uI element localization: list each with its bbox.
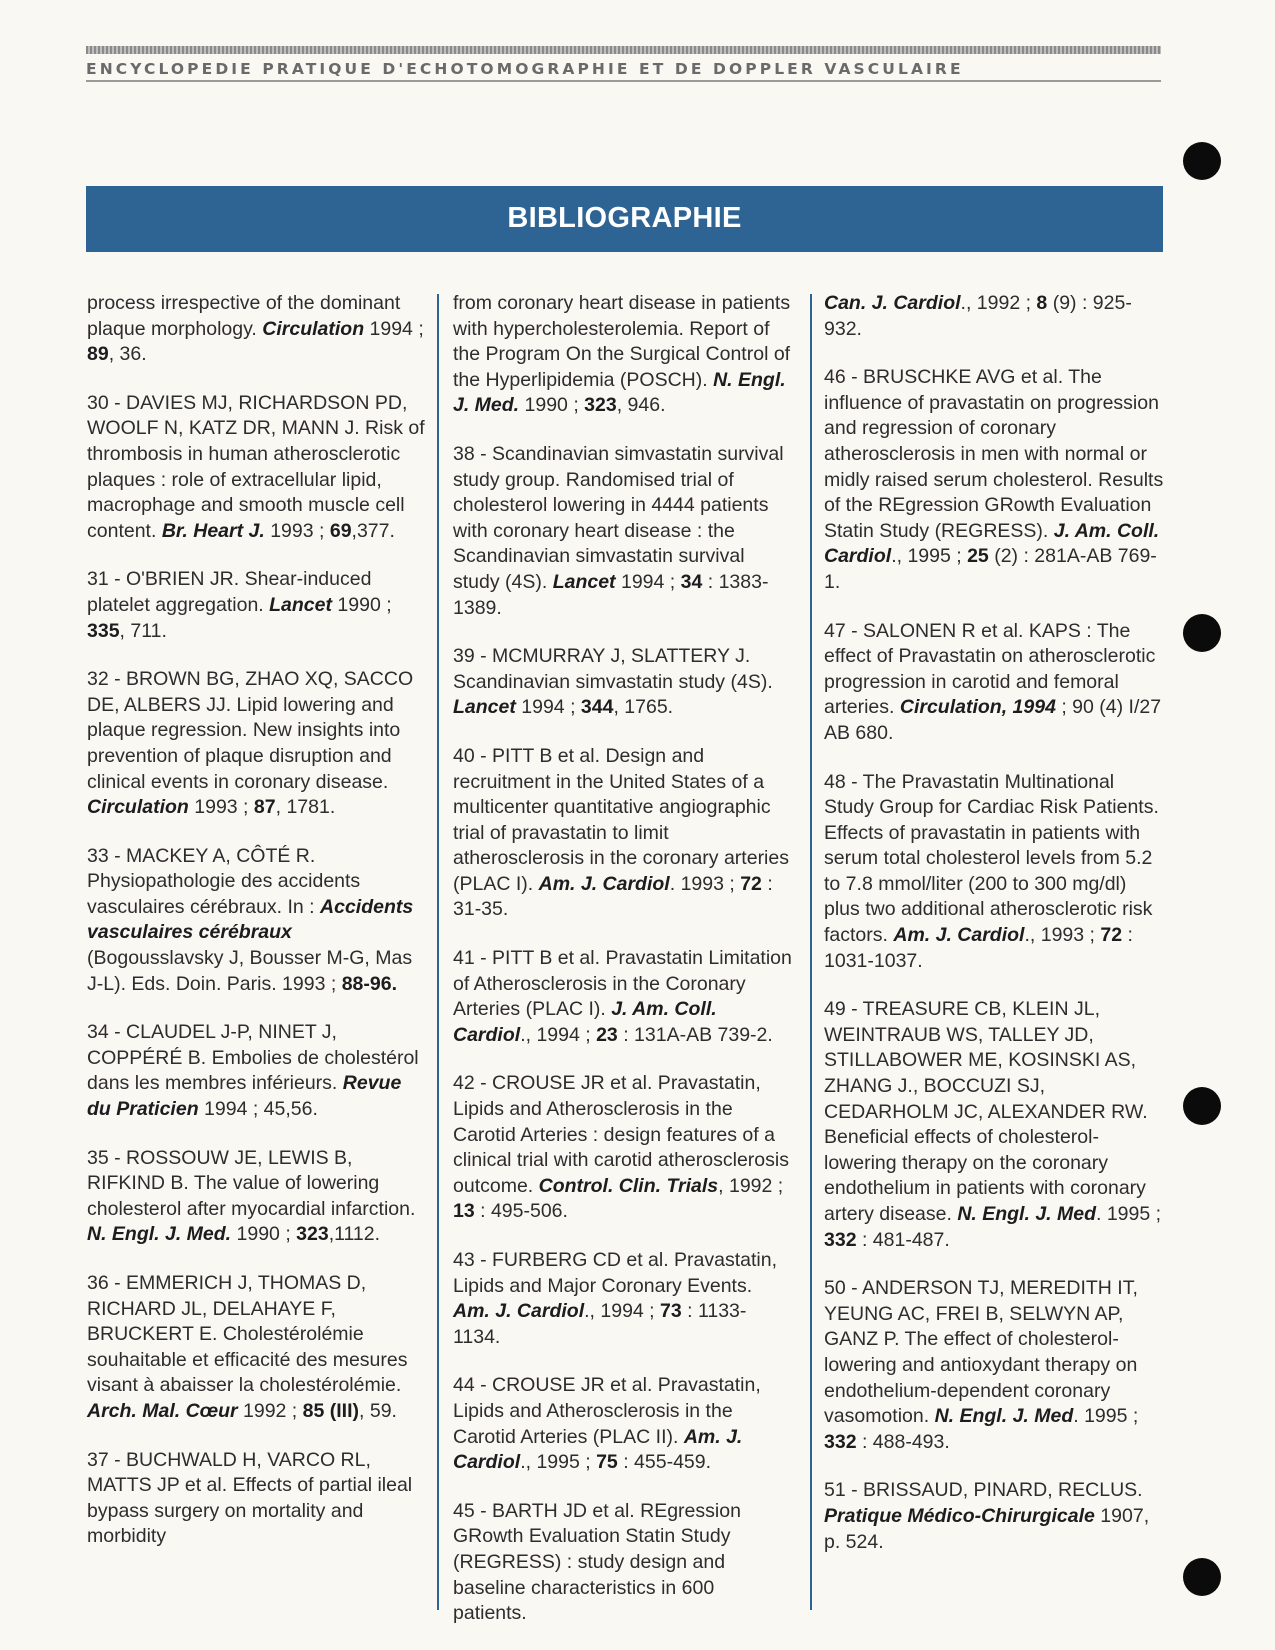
reference-text: from coronary heart disease in patients with hypercholesterolemia. Report of the Program On the Surgical Control of the Hyperlipidemia (POSCH). — [453, 292, 791, 391]
reference-details: ., 1993 ; — [1024, 924, 1101, 947]
reference-entry — [87, 391, 427, 545]
punch-hole-1 — [1183, 142, 1221, 180]
journal-name: Circulation — [262, 317, 365, 340]
reference-details: 1990 ; — [519, 394, 585, 417]
bibliography-column-2 — [453, 291, 793, 1650]
reference-details: 1994 ; — [364, 317, 424, 340]
reference-text: 44 - CROUSE JR et al. Pravastatin, Lipids and Atherosclerosis in the Carotid Arteries (PLAC II). — [453, 1374, 761, 1448]
reference-details: 1993 ; — [264, 519, 330, 542]
page-range: : 488-493. — [856, 1430, 950, 1453]
journal-name: Am. J. Cardiol — [453, 1300, 585, 1323]
reference-entry — [453, 946, 793, 1048]
column-divider-1 — [437, 294, 439, 1610]
reference-entry — [824, 1276, 1164, 1455]
reference-entry — [453, 644, 793, 721]
reference-text: 48 - The Pravastatin Multinational Study Group for Cardiac Risk Patients. Effects of pravastatin in patients with serum total cholesterol levels from 5.2 to 7.8 mmol/liter (200 to 300 mg/dl) plus two additional atherosclerotic risk factors. — [824, 770, 1159, 947]
reference-text: 41 - PITT B et al. Pravastatin Limitation of Atherosclerosis in the Coronary Arteries (PLAC I). — [453, 947, 792, 1021]
page-range: : 481-487. — [856, 1228, 950, 1251]
volume-number: 75 — [596, 1451, 618, 1474]
reference-entry — [824, 619, 1164, 747]
punch-hole-4 — [1183, 1558, 1221, 1596]
page-range: ,1112. — [328, 1223, 381, 1246]
reference-text: 32 - BROWN BG, ZHAO XQ, SACCO DE, ALBERS JJ. Lipid lowering and plaque regression. New insights into prevention of plaque disruption and clinical events in coronary disease. — [87, 668, 414, 793]
reference-details: 1994 ; 45,56. — [198, 1098, 318, 1121]
reference-entry — [824, 997, 1164, 1253]
running-title: ENCYCLOPEDIE PRATIQUE D'ECHOTOMOGRAPHIE ET DE DOPPLER VASCULAIRE — [86, 60, 964, 78]
journal-name: Can. J. Cardiol — [824, 292, 961, 314]
reference-entry — [87, 1271, 427, 1425]
journal-name: J. Am. Coll. Cardiol — [824, 519, 1160, 568]
journal-name: N. Engl. J. Med. — [453, 368, 786, 417]
journal-name: N. Engl. J. Med. — [87, 1223, 232, 1246]
journal-name: N. Engl. J. Med — [957, 1203, 1096, 1225]
reference-text: 42 - CROUSE JR et al. Pravastatin, Lipids and Atherosclerosis in the Carotid Arteries : design features of a clinical trial with carotid atherosclerosis outcome. — [453, 1072, 789, 1197]
reference-entry — [453, 744, 793, 923]
reference-entry — [824, 365, 1164, 595]
volume-number: 8 — [1036, 292, 1048, 314]
volume-number: 332 — [824, 1228, 857, 1251]
page-range: (2) : 281A-AB 769-1. — [824, 545, 1157, 593]
reference-text: 47 - SALONEN R et al. KAPS : The effect of Pravastatin on atherosclerotic progression in carotid and femoral arteries. — [824, 619, 1156, 719]
reference-details: ., 1995 ; — [891, 545, 968, 568]
volume-number: 72 — [740, 872, 762, 895]
reference-details: 1907, p. 524. — [824, 1504, 1150, 1553]
reference-text: 38 - Scandinavian simvastatin survival study group. Randomised trial of cholesterol lowering in 4444 patients with coronary heart disease : the Scandinavian simvastatin survival study (4S). — [453, 442, 784, 593]
volume-number: 335 — [87, 619, 120, 642]
volume-number: 72 — [1100, 924, 1123, 947]
page-range: : 131A-AB 739-2. — [617, 1023, 773, 1046]
journal-name: Control. Clin. Trials — [538, 1174, 719, 1197]
reference-details: , 1992 ; — [718, 1174, 784, 1197]
reference-details: ., 1992 ; — [960, 292, 1037, 314]
page-range: , 1781. — [275, 796, 336, 819]
page-range: : 1383-1389. — [453, 570, 769, 619]
reference-details: . 1993 ; — [669, 872, 741, 895]
reference-entry — [87, 291, 427, 368]
reference-text: 30 - DAVIES MJ, RICHARDSON PD, WOOLF N, KATZ DR, MANN J. Risk of thrombosis in human atherosclerotic plaques : role of extracellular lipid, macrophage and smooth muscle cell content. — [87, 391, 425, 542]
journal-name: Br. Heart J. — [161, 519, 265, 542]
journal-name: N. Engl. J. Med — [934, 1405, 1074, 1428]
volume-number: 87 — [253, 796, 276, 819]
volume-number: 85 (III) — [302, 1399, 360, 1422]
volume-number: 323 — [584, 394, 617, 417]
journal-name: Accidents vasculaires cérébraux — [87, 895, 414, 944]
header-underline — [86, 80, 1161, 82]
reference-text: 35 - ROSSOUW JE, LEWIS B, RIFKIND B. The value of lowering cholesterol after myocardial infarction. — [87, 1146, 416, 1220]
reference-details: ; 90 (4) I/27 AB 680. — [824, 696, 1162, 744]
volume-number: 13 — [453, 1200, 475, 1223]
volume-number: 25 — [967, 545, 989, 568]
journal-name: Lancet — [552, 570, 616, 593]
page-range: , 711. — [119, 619, 167, 642]
section-title: BIBLIOGRAPHIE — [507, 201, 742, 234]
volume-number: 89 — [87, 343, 109, 366]
volume-number: 69 — [329, 519, 352, 542]
volume-number: 34 — [680, 570, 703, 593]
journal-name: J. Am. Coll. Cardiol — [453, 998, 717, 1046]
journal-name: Am. J. Cardiol — [538, 872, 670, 895]
reference-text: 46 - BRUSCHKE AVG et al. The influence of pravastatin on progression and regression of coronary atherosclerosis in men with normal or midly raised serum cholesterol. Results of the REgression GRowth Evaluation Statin Study (REGRESS). — [824, 366, 1164, 542]
reference-entry — [87, 1448, 427, 1550]
reference-details: 1994 ; — [615, 570, 681, 593]
reference-text: 39 - MCMURRAY J, SLATTERY J. Scandinavian simvastatin study (4S). — [453, 645, 773, 693]
reference-entry — [453, 291, 793, 419]
reference-details: 1990 ; — [231, 1223, 297, 1246]
reference-details: 1993 ; — [188, 796, 254, 819]
reference-entry — [87, 844, 427, 998]
volume-number: 23 — [596, 1023, 618, 1046]
journal-name: Lancet — [453, 696, 516, 719]
page-range: : 495-506. — [474, 1200, 568, 1223]
reference-entry — [824, 770, 1164, 975]
punch-hole-3 — [1183, 1087, 1221, 1125]
reference-text: 34 - CLAUDEL J-P, NINET J, COPPÉRÉ B. Embolies de cholestérol dans les membres inférieurs. — [87, 1021, 419, 1095]
reference-text: 51 - BRISSAUD, PINARD, RECLUS. — [824, 1479, 1143, 1502]
journal-name: Arch. Mal. Cœur — [87, 1399, 238, 1422]
reference-details: . 1995 ; — [1073, 1405, 1139, 1428]
page-range: : 455-459. — [617, 1451, 712, 1474]
journal-name: Am. J. Cardiol — [893, 924, 1025, 947]
volume-number: 88-96. — [341, 972, 397, 995]
column-divider-2 — [810, 294, 812, 1610]
page-range: , 946. — [616, 394, 666, 417]
reference-details: . 1995 ; — [1096, 1203, 1162, 1225]
volume-number: 344 — [580, 696, 614, 719]
journal-name: Am. J. Cardiol — [453, 1425, 743, 1474]
reference-entry — [87, 567, 427, 644]
header-top-rule — [86, 46, 1161, 54]
page-range: : 1133-1134. — [453, 1300, 747, 1348]
page-range: (9) : 925-932. — [824, 292, 1132, 340]
reference-entry — [453, 1248, 793, 1350]
reference-text: 45 - BARTH JD et al. REgression GRowth Evaluation Statin Study (REGRESS) : study design and baseline characteristics in 600 patients. — [453, 1499, 741, 1625]
reference-entry — [824, 291, 1164, 342]
punch-hole-2 — [1183, 614, 1221, 652]
reference-details: ., 1994 ; — [584, 1300, 661, 1323]
reference-entry — [453, 1071, 793, 1225]
bibliography-column-1 — [87, 291, 427, 1573]
reference-details: ., 1994 ; — [520, 1023, 597, 1046]
reference-entry — [87, 1146, 427, 1248]
page-range: : 31-35. — [453, 872, 773, 921]
reference-entry — [87, 1020, 427, 1122]
volume-number: 332 — [824, 1430, 857, 1453]
reference-details: ., 1995 ; — [520, 1451, 597, 1474]
reference-entry — [824, 1478, 1164, 1555]
page-range: : 1031-1037. — [824, 924, 1133, 972]
volume-number: 323 — [296, 1223, 329, 1246]
reference-entry — [87, 667, 427, 821]
volume-number: 73 — [660, 1300, 682, 1323]
page-range: ,377. — [351, 519, 395, 542]
section-banner — [86, 186, 1163, 252]
reference-text: 31 - O'BRIEN JR. Shear-induced platelet aggregation. — [87, 568, 372, 616]
reference-entry — [453, 442, 793, 621]
page-range: , 59. — [359, 1399, 397, 1422]
reference-details: 1992 ; — [237, 1399, 303, 1422]
journal-name: Pratique Médico-Chirurgicale — [824, 1504, 1095, 1527]
reference-text: 37 - BUCHWALD H, VARCO RL, MATTS JP et al. Effects of partial ileal bypass surgery on mortality and morbidity — [87, 1448, 413, 1548]
reference-text: 50 - ANDERSON TJ, MEREDITH IT, YEUNG AC, FREI B, SELWYN AP, GANZ P. The effect of cholesterol-lowering and antioxydant therapy on endothelium-dependent coronary vasomotion. — [824, 1277, 1138, 1428]
reference-entry — [453, 1499, 793, 1627]
reference-details: 1990 ; — [332, 593, 392, 616]
bibliography-column-3 — [824, 291, 1164, 1578]
journal-name: Circulation — [87, 796, 189, 819]
reference-text: 43 - FURBERG CD et al. Pravastatin, Lipids and Major Coronary Events. — [453, 1249, 778, 1297]
reference-text: process irrespective of the dominant plaque morphology. — [87, 292, 401, 340]
journal-name: Lancet — [269, 593, 332, 616]
page-range: , 1765. — [613, 696, 674, 719]
page-range: , 36. — [108, 343, 147, 366]
journal-name: Revue du Praticien — [87, 1072, 402, 1121]
reference-text: 33 - MACKEY A, CÔTÉ R. Physiopathologie des accidents vasculaires cérébraux. In : — [87, 844, 361, 918]
reference-details: (Bogousslavsky J, Bousser M-G, Mas J-L). Eds. Doin. Paris. 1993 ; — [87, 947, 413, 995]
reference-text: 36 - EMMERICH J, THOMAS D, RICHARD JL, DELAHAYE F, BRUCKERT E. Cholestérolémie souhaitable et efficacité des mesures visant à abaisser la cholestérolémie. — [87, 1272, 408, 1397]
reference-details: 1994 ; — [515, 696, 581, 719]
journal-name: Circulation, 1994 — [899, 696, 1056, 719]
reference-entry — [453, 1373, 793, 1475]
reference-text: 40 - PITT B et al. Design and recruitment in the United States of a multicenter quantitative angiographic trial of pravastatin to limit atherosclerosis in the coronary arteries (PLAC I). — [453, 744, 789, 895]
reference-text: 49 - TREASURE CB, KLEIN JL, WEINTRAUB WS, TALLEY JD, STILLABOWER ME, KOSINSKI AS, ZHANG J., BOCCUZI SJ, CEDARHOLM JC, ALEXANDER RW. Beneficial effects of cholesterol-lowering therapy on the coronary endothelium in patients with coronary artery disease. — [824, 998, 1148, 1225]
